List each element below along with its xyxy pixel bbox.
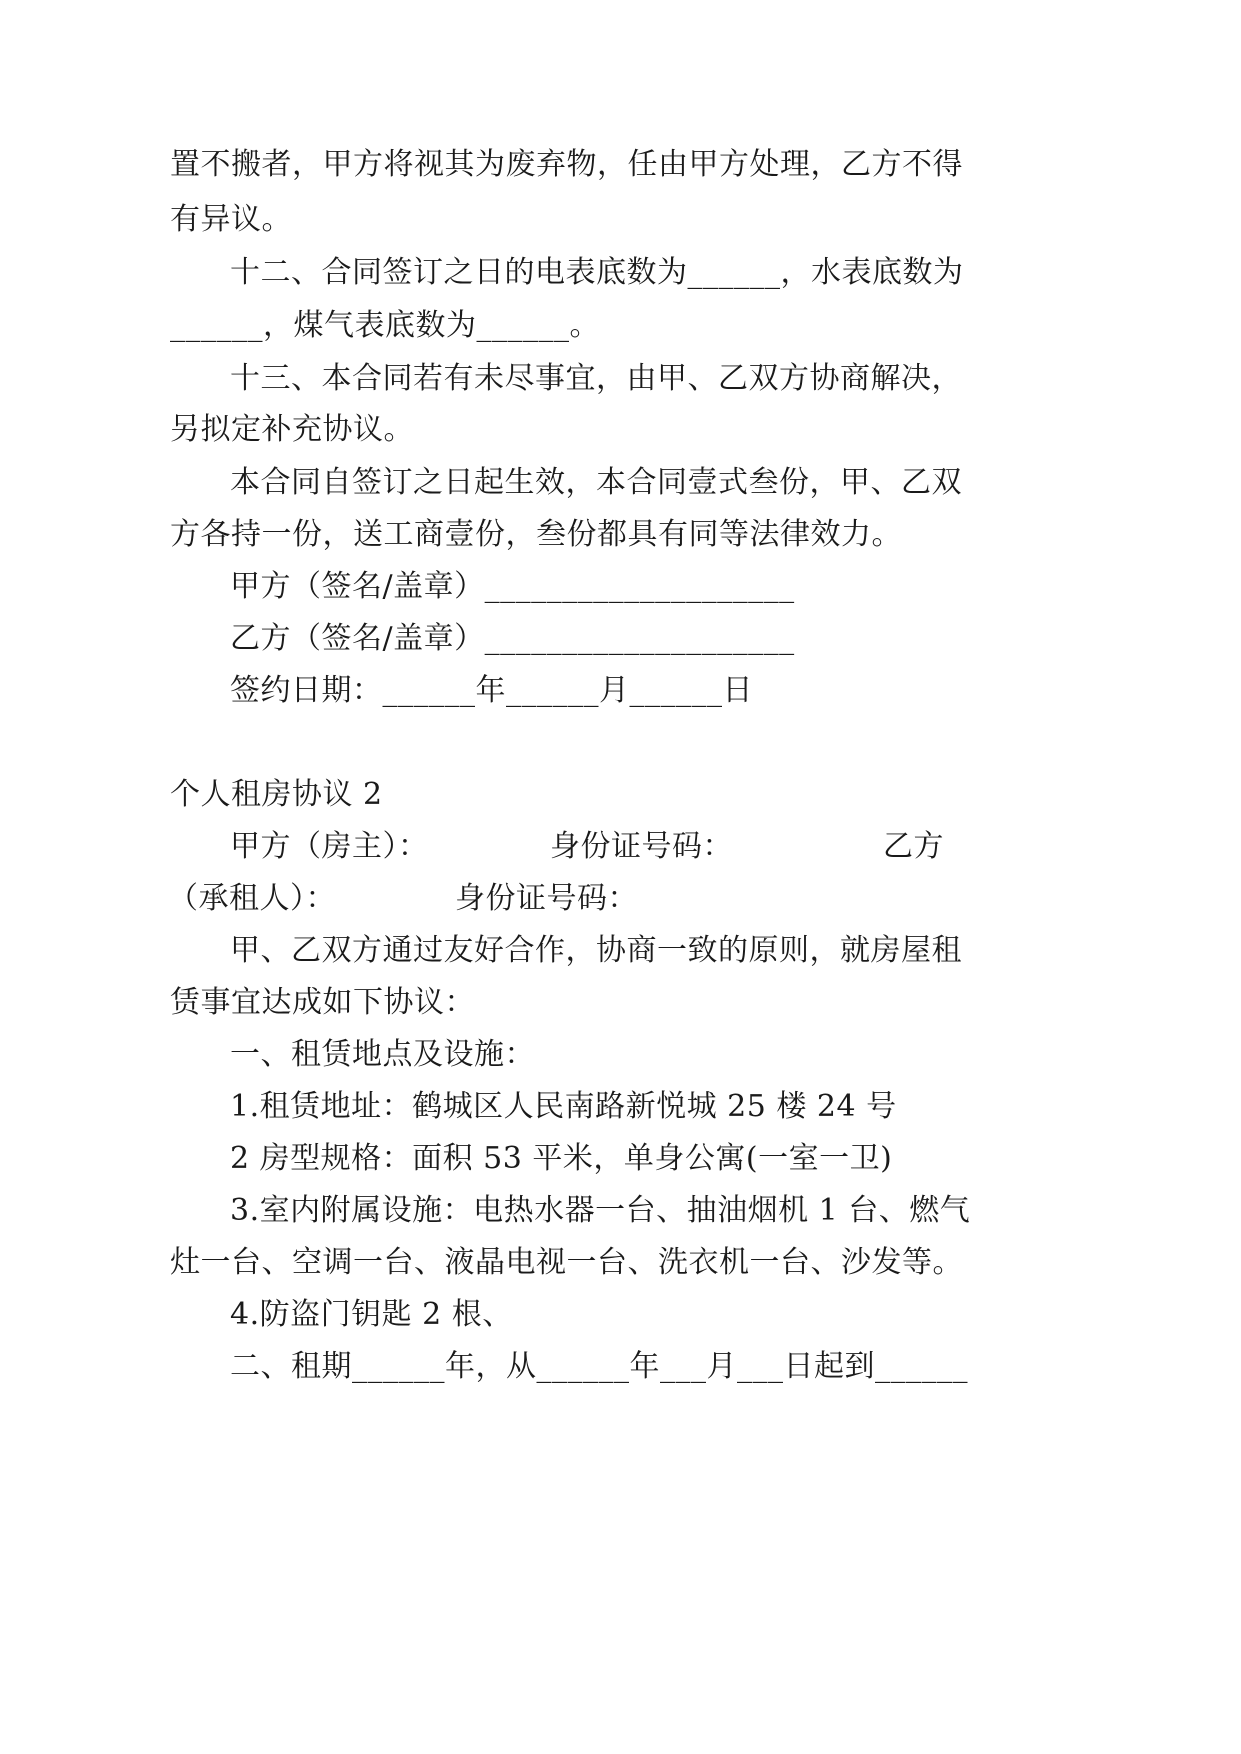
party-a-signature-line: 甲方（签名/盖章）____________________ bbox=[230, 569, 795, 604]
section-title: 个人租房协议 2 bbox=[170, 777, 383, 812]
intro-line: 赁事宜达成如下协议： bbox=[170, 985, 475, 1020]
lease-term-line: 二、租期______年，从______年___月___日起到______ bbox=[230, 1349, 968, 1384]
list-item: 4.防盗门钥匙 2 根、 bbox=[230, 1297, 513, 1332]
party-b-signature-line: 乙方（签名/盖章）____________________ bbox=[230, 621, 795, 656]
sign-date-line: 签约日期：______年______月______日 bbox=[230, 673, 753, 708]
id-number-label: 身份证号码： bbox=[550, 829, 733, 864]
list-item: 2 房型规格：面积 53 平米，单身公寓(一室一卫) bbox=[230, 1141, 893, 1176]
list-item: 灶一台、空调一台、液晶电视一台、洗衣机一台、沙发等。 bbox=[170, 1245, 963, 1280]
party-a-label: 甲方（房主）： bbox=[230, 829, 429, 864]
party-b-label: 乙方 bbox=[883, 829, 944, 864]
clause-13-line: 另拟定补充协议。 bbox=[170, 412, 414, 447]
section-heading: 一、租赁地点及设施： bbox=[230, 1037, 535, 1072]
intro-line: 甲、乙双方通过友好合作，协商一致的原则，就房屋租 bbox=[230, 933, 962, 968]
list-item: 1.租赁地址：鹤城区人民南路新悦城 25 楼 24 号 bbox=[230, 1089, 897, 1124]
clause-12-line: 十二、合同签订之日的电表底数为______，水表底数为 bbox=[230, 255, 964, 290]
effect-clause-line: 本合同自签订之日起生效，本合同壹式叁份，甲、乙双 bbox=[230, 465, 962, 500]
paragraph-continued-line: 置不搬者，甲方将视其为废弃物，任由甲方处理，乙方不得 bbox=[170, 147, 963, 182]
paragraph-continued-line: 有异议。 bbox=[170, 202, 292, 237]
list-item: 3.室内附属设施：电热水器一台、抽油烟机 1 台、燃气 bbox=[230, 1193, 971, 1228]
party-b-label: （承租人）： bbox=[168, 881, 336, 916]
id-number-label: 身份证号码： bbox=[455, 881, 638, 916]
clause-13-line: 十三、本合同若有未尽事宜，由甲、乙双方协商解决， bbox=[230, 361, 962, 396]
clause-12-line: ______，煤气表底数为______。 bbox=[170, 308, 600, 343]
effect-clause-line: 方各持一份，送工商壹份，叁份都具有同等法律效力。 bbox=[170, 517, 902, 552]
